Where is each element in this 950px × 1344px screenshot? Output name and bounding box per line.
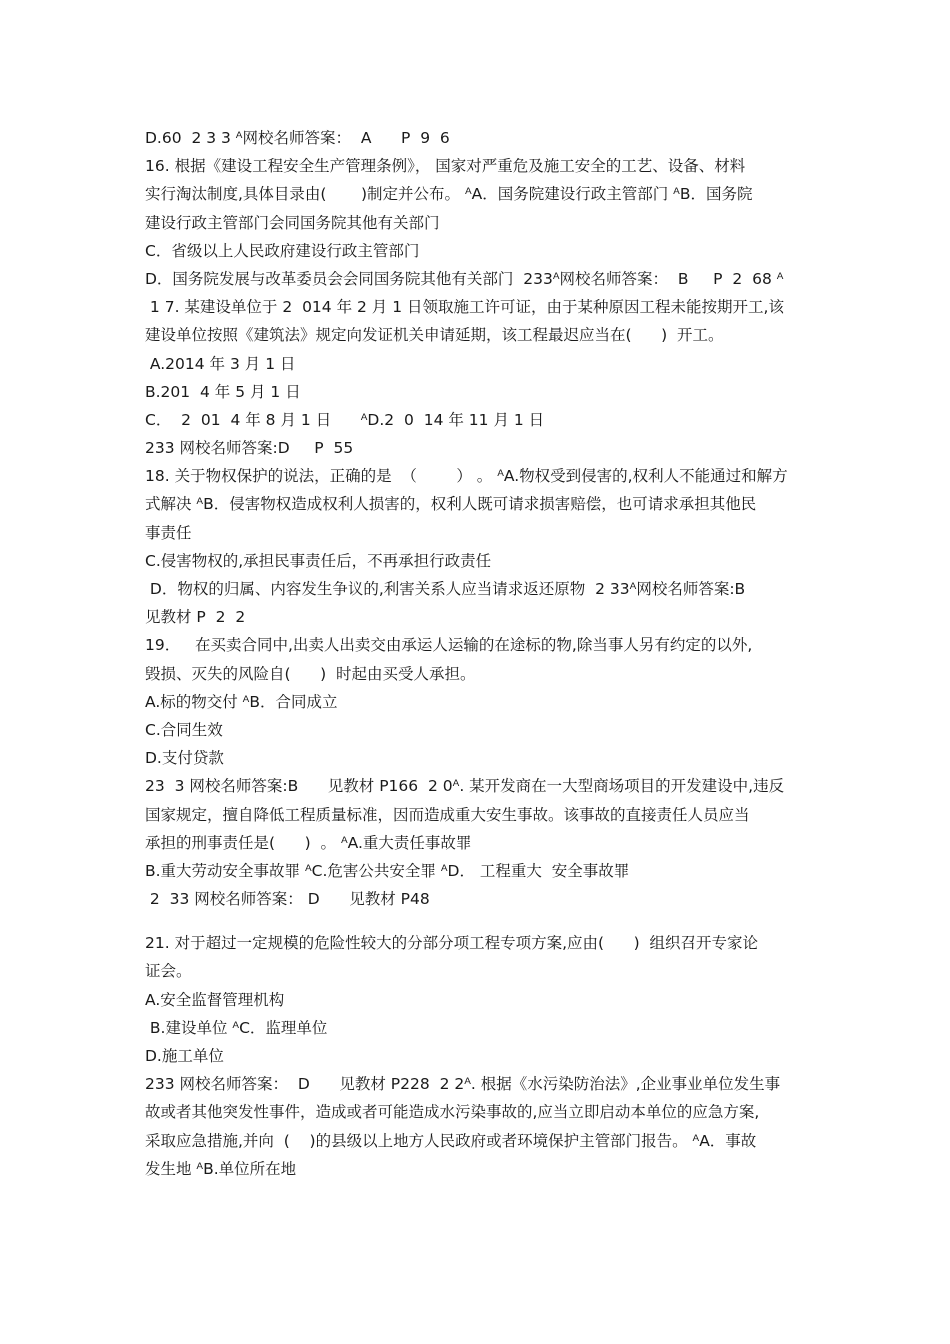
text-line: 采取应急措施,并向 ( )的县级以上地方人民政府或者环境保护主管部门报告。 ᴬA．事故 bbox=[145, 1131, 757, 1150]
text-line: 16. 根据《建设工程安全生产管理条例》， 国家对严重危及施工安全的工艺、设备、材料 bbox=[145, 157, 746, 176]
text-line: A.标的物交付 ᴬB．合同成立 bbox=[145, 692, 338, 711]
text-line: C.合同生效 bbox=[145, 720, 223, 739]
text-line: 事责任 bbox=[145, 523, 192, 542]
text-line: 19． 在买卖合同中,出卖人出卖交由承运人运输的在途标的物,除当事人另有约定的以外, bbox=[145, 636, 753, 655]
text-line: 证会。 bbox=[145, 962, 192, 981]
text-line: C.侵害物权的,承担民事责任后，不再承担行政责任 bbox=[145, 551, 492, 570]
text-line: 233 网校名师答案:D P 55 bbox=[145, 439, 354, 458]
text-line: 国家规定，擅自降低工程质量标准，因而造成重大安生事故。该事故的直接责任人员应当 bbox=[145, 805, 750, 824]
text-line: 18. 关于物权保护的说法，正确的是 （ ） 。 ᴬA.物权受到侵害的,权利人不能通过和解方 bbox=[145, 467, 788, 486]
text-line: C． 2 01 4 年 8 月 1 日 ᴬD.2 0 14 年 11 月 1 日 bbox=[145, 410, 545, 429]
text-line: 毁损、灭失的风险自( ) 时起由买受人承担。 bbox=[145, 664, 476, 683]
text-line: 见教材 P 2 2 bbox=[145, 608, 246, 627]
text-line: B.201 4 年 5 月 1 日 bbox=[145, 382, 301, 401]
text-line: D．国务院发展与改革委员会会同国务院其他有关部门 233ᴬ网校名师答案： B P 2 68 ᴬ bbox=[145, 269, 784, 288]
text-line: 式解决 ᴬB．侵害物权造成权利人损害的，权利人既可请求损害赔偿，也可请求承担其他民 bbox=[145, 495, 757, 514]
text-line: 故或者其他突发性事件，造成或者可能造成水污染事故的,应当立即启动本单位的应急方案, bbox=[145, 1103, 760, 1122]
text-line: A.2014 年 3 月 1 日 bbox=[145, 354, 296, 373]
text-line: D.60 2 3 3 ᴬ网校名师答案： A P 9 6 bbox=[145, 129, 450, 147]
text-line: 21. 对于超过一定规模的危险性较大的分部分项工程专项方案,应由( ) 组织召开专家论 bbox=[145, 934, 759, 953]
text-line: 233 网校名师答案： D 见教材 P228 2 2ᴬ. 根据《水污染防治法》,企业事业单位发生事 bbox=[145, 1075, 781, 1094]
text-line: 实行淘汰制度,具体目录由( )制定并公布。 ᴬA．国务院建设行政主管部门 ᴬB．国务院 bbox=[145, 185, 753, 204]
text-line: D．物权的归属、内容发生争议的,利害关系人应当请求返还原物 2 33ᴬ网校名师答案:B bbox=[145, 580, 746, 598]
paragraph-gap bbox=[145, 913, 810, 929]
text-line: C．省级以上人民政府建设行政主管部门 bbox=[145, 241, 420, 260]
text-line: B.重大劳动安全事故罪 ᴬC.危害公共安全罪 ᴬD． 工程重大 安全事故罪 bbox=[145, 861, 630, 880]
text-line: B.建设单位 ᴬC．监理单位 bbox=[145, 1018, 328, 1037]
text-line: D.支付贷款 bbox=[145, 749, 224, 768]
text-line: A.安全监督管理机构 bbox=[145, 990, 285, 1009]
text-line: 1 7. 某建设单位于 2 014 年 2 月 1 日领取施工许可证，由于某种原因工程未能按期开工,该 bbox=[145, 298, 784, 317]
document-page bbox=[145, 124, 810, 1183]
text-line: 23 3 网校名师答案:B 见教材 P166 2 0ᴬ. 某开发商在一大型商场项目的开发建设中,违反 bbox=[145, 777, 785, 796]
text-line: 建设行政主管部门会同国务院其他有关部门 bbox=[145, 213, 440, 232]
text-line: D.施工单位 bbox=[145, 1047, 224, 1065]
text-line: 建设单位按照《建筑法》规定向发证机关申请延期，该工程最迟应当在( ) 开工。 bbox=[145, 326, 724, 345]
text-line: 2 33 网校名师答案： D 见教材 P48 bbox=[145, 890, 430, 909]
text-line: 发生地 ᴬB.单位所在地 bbox=[145, 1159, 297, 1178]
text-line: 承担的刑事责任是( ) 。 ᴬA.重大责任事故罪 bbox=[145, 833, 472, 852]
